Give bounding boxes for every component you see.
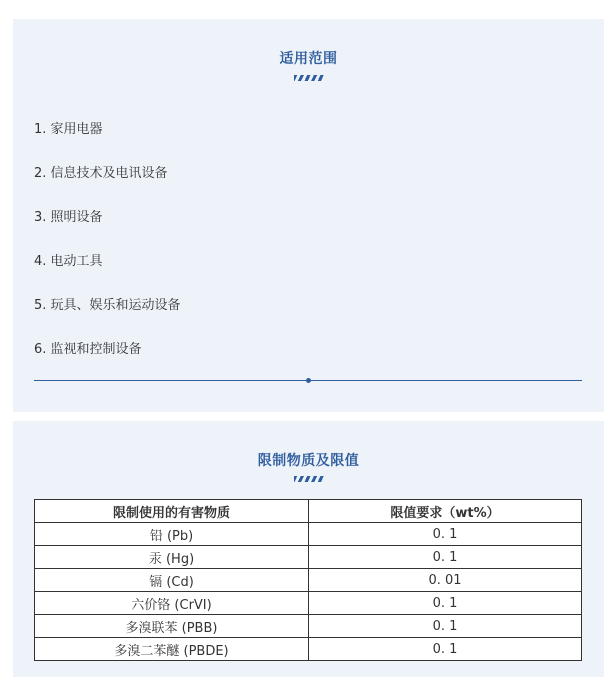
limit-cell: 0. 1 bbox=[309, 592, 582, 615]
table-row bbox=[35, 615, 582, 638]
table-header-row bbox=[35, 500, 582, 523]
substance-cell: 铅 (Pb) bbox=[35, 523, 309, 546]
limits-table bbox=[34, 499, 582, 661]
scope-item: 6. 监视和控制设备 bbox=[34, 342, 142, 357]
table-row bbox=[35, 592, 582, 615]
limit-cell: 0. 1 bbox=[309, 523, 582, 546]
scope-item: 1. 家用电器 bbox=[34, 122, 103, 137]
substance-cell: 多溴联苯 (PBB) bbox=[35, 615, 309, 638]
limit-cell: 0. 1 bbox=[309, 546, 582, 569]
scope-list bbox=[34, 119, 181, 383]
table-row bbox=[35, 523, 582, 546]
limit-cell: 0. 1 bbox=[309, 615, 582, 638]
scope-title: 适用范围 bbox=[279, 51, 338, 67]
scope-item: 5. 玩具、娱乐和运动设备 bbox=[34, 298, 181, 313]
table-row bbox=[35, 546, 582, 569]
substance-cell: 汞 (Hg) bbox=[35, 546, 309, 569]
scope-item: 2. 信息技术及电讯设备 bbox=[34, 166, 168, 181]
substance-cell: 六价铬 (CrVI) bbox=[35, 592, 309, 615]
striped-bar-icon bbox=[294, 476, 324, 482]
header-substance: 限制使用的有害物质 bbox=[35, 500, 309, 523]
scope-item: 4. 电动工具 bbox=[34, 254, 103, 269]
limits-title: 限制物质及限值 bbox=[257, 453, 360, 469]
limits-card bbox=[13, 421, 604, 677]
striped-bar-icon bbox=[294, 75, 324, 81]
scope-card bbox=[13, 19, 604, 412]
scope-item: 3. 照明设备 bbox=[34, 210, 103, 225]
dot-icon bbox=[306, 378, 311, 383]
header-limit: 限值要求（wt%） bbox=[309, 500, 582, 523]
substance-cell: 多溴二苯醚 (PBDE) bbox=[35, 638, 309, 661]
table-row bbox=[35, 638, 582, 661]
section-divider bbox=[34, 380, 582, 381]
limit-cell: 0. 1 bbox=[309, 638, 582, 661]
table-row bbox=[35, 569, 582, 592]
substance-cell: 镉 (Cd) bbox=[35, 569, 309, 592]
limit-cell: 0. 01 bbox=[309, 569, 582, 592]
